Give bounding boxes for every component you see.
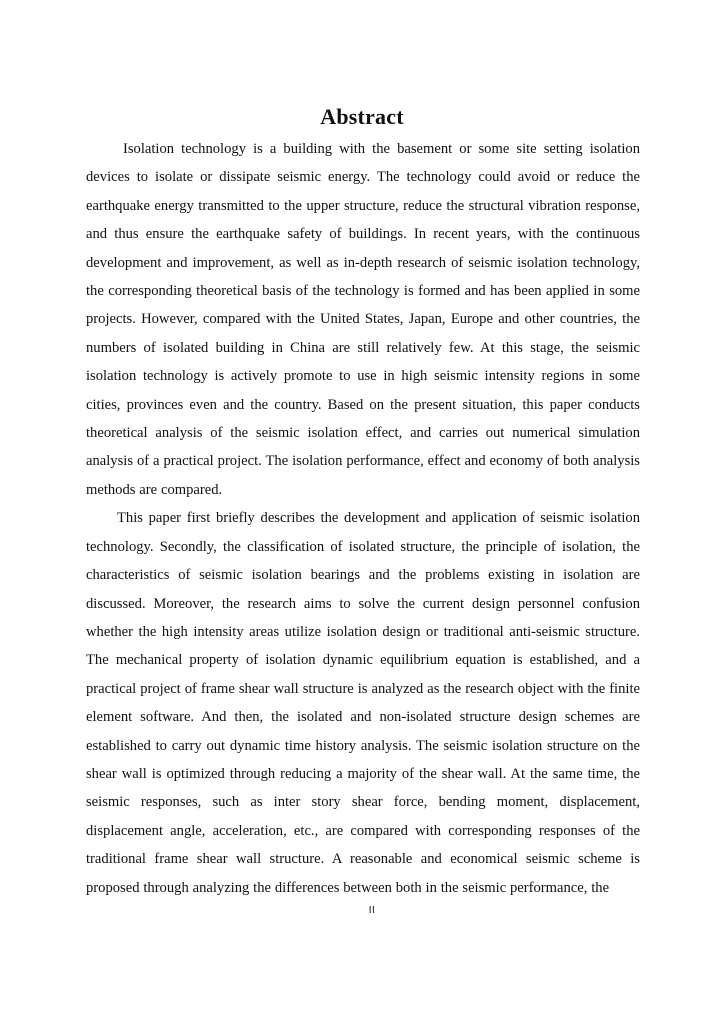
- abstract-body: [86, 135, 640, 902]
- page-number: II: [368, 905, 376, 916]
- abstract-paragraph-2: This paper first briefly describes the development and application of seismic isolation technology. Secondly, the classification of isolated structure, the principle of isolation, the characteristics of seismic isolation bearings and the problems existing in isolation are discussed. Moreover, the research aims to solve the current design personnel confusion whether the high intensity areas utilize isolation design or traditional anti-seismic structure. The mechanical property of isolation dynamic equilibrium equation is established, and a practical project of frame shear wall structure is analyzed as the research object with the finite element software. And then, the isolated and non-isolated structure design schemes are established to carry out dynamic time history analysis. The seismic isolation structure on the shear wall is optimized through reducing a majority of the shear wall. At the same time, the seismic responses, such as inter story shear force, bending moment, displacement, displacement angle, acceleration, etc., are compared with corresponding responses of the traditional frame shear wall structure. A reasonable and economical seismic scheme is proposed through analyzing the differences between both in the seismic performance, the: [86, 510, 640, 896]
- abstract-title: Abstract: [320, 104, 404, 129]
- abstract-paragraph-1: Isolation technology is a building with the basement or some site setting isolation devices to isolate or dissipate seismic energy. The technology could avoid or reduce the earthquake energy transmitted to the upper structure, reduce the structural vibration response, and thus ensure the earthquake safety of buildings. In recent years, with the continuous development and improvement, as well as in-depth research of seismic isolation technology, the corresponding theoretical basis of the technology is formed and has been applied in some projects. However, compared with the United States, Japan, Europe and other countries, the numbers of isolated building in China are still relatively few. At this stage, the seismic isolation technology is actively promote to use in high seismic intensity regions in some cities, provinces even and the country. Based on the present situation, this paper conducts theoretical analysis of the seismic isolation effect, and carries out numerical simulation analysis of a practical project. The isolation performance, effect and economy of both analysis methods are compared.: [86, 141, 640, 498]
